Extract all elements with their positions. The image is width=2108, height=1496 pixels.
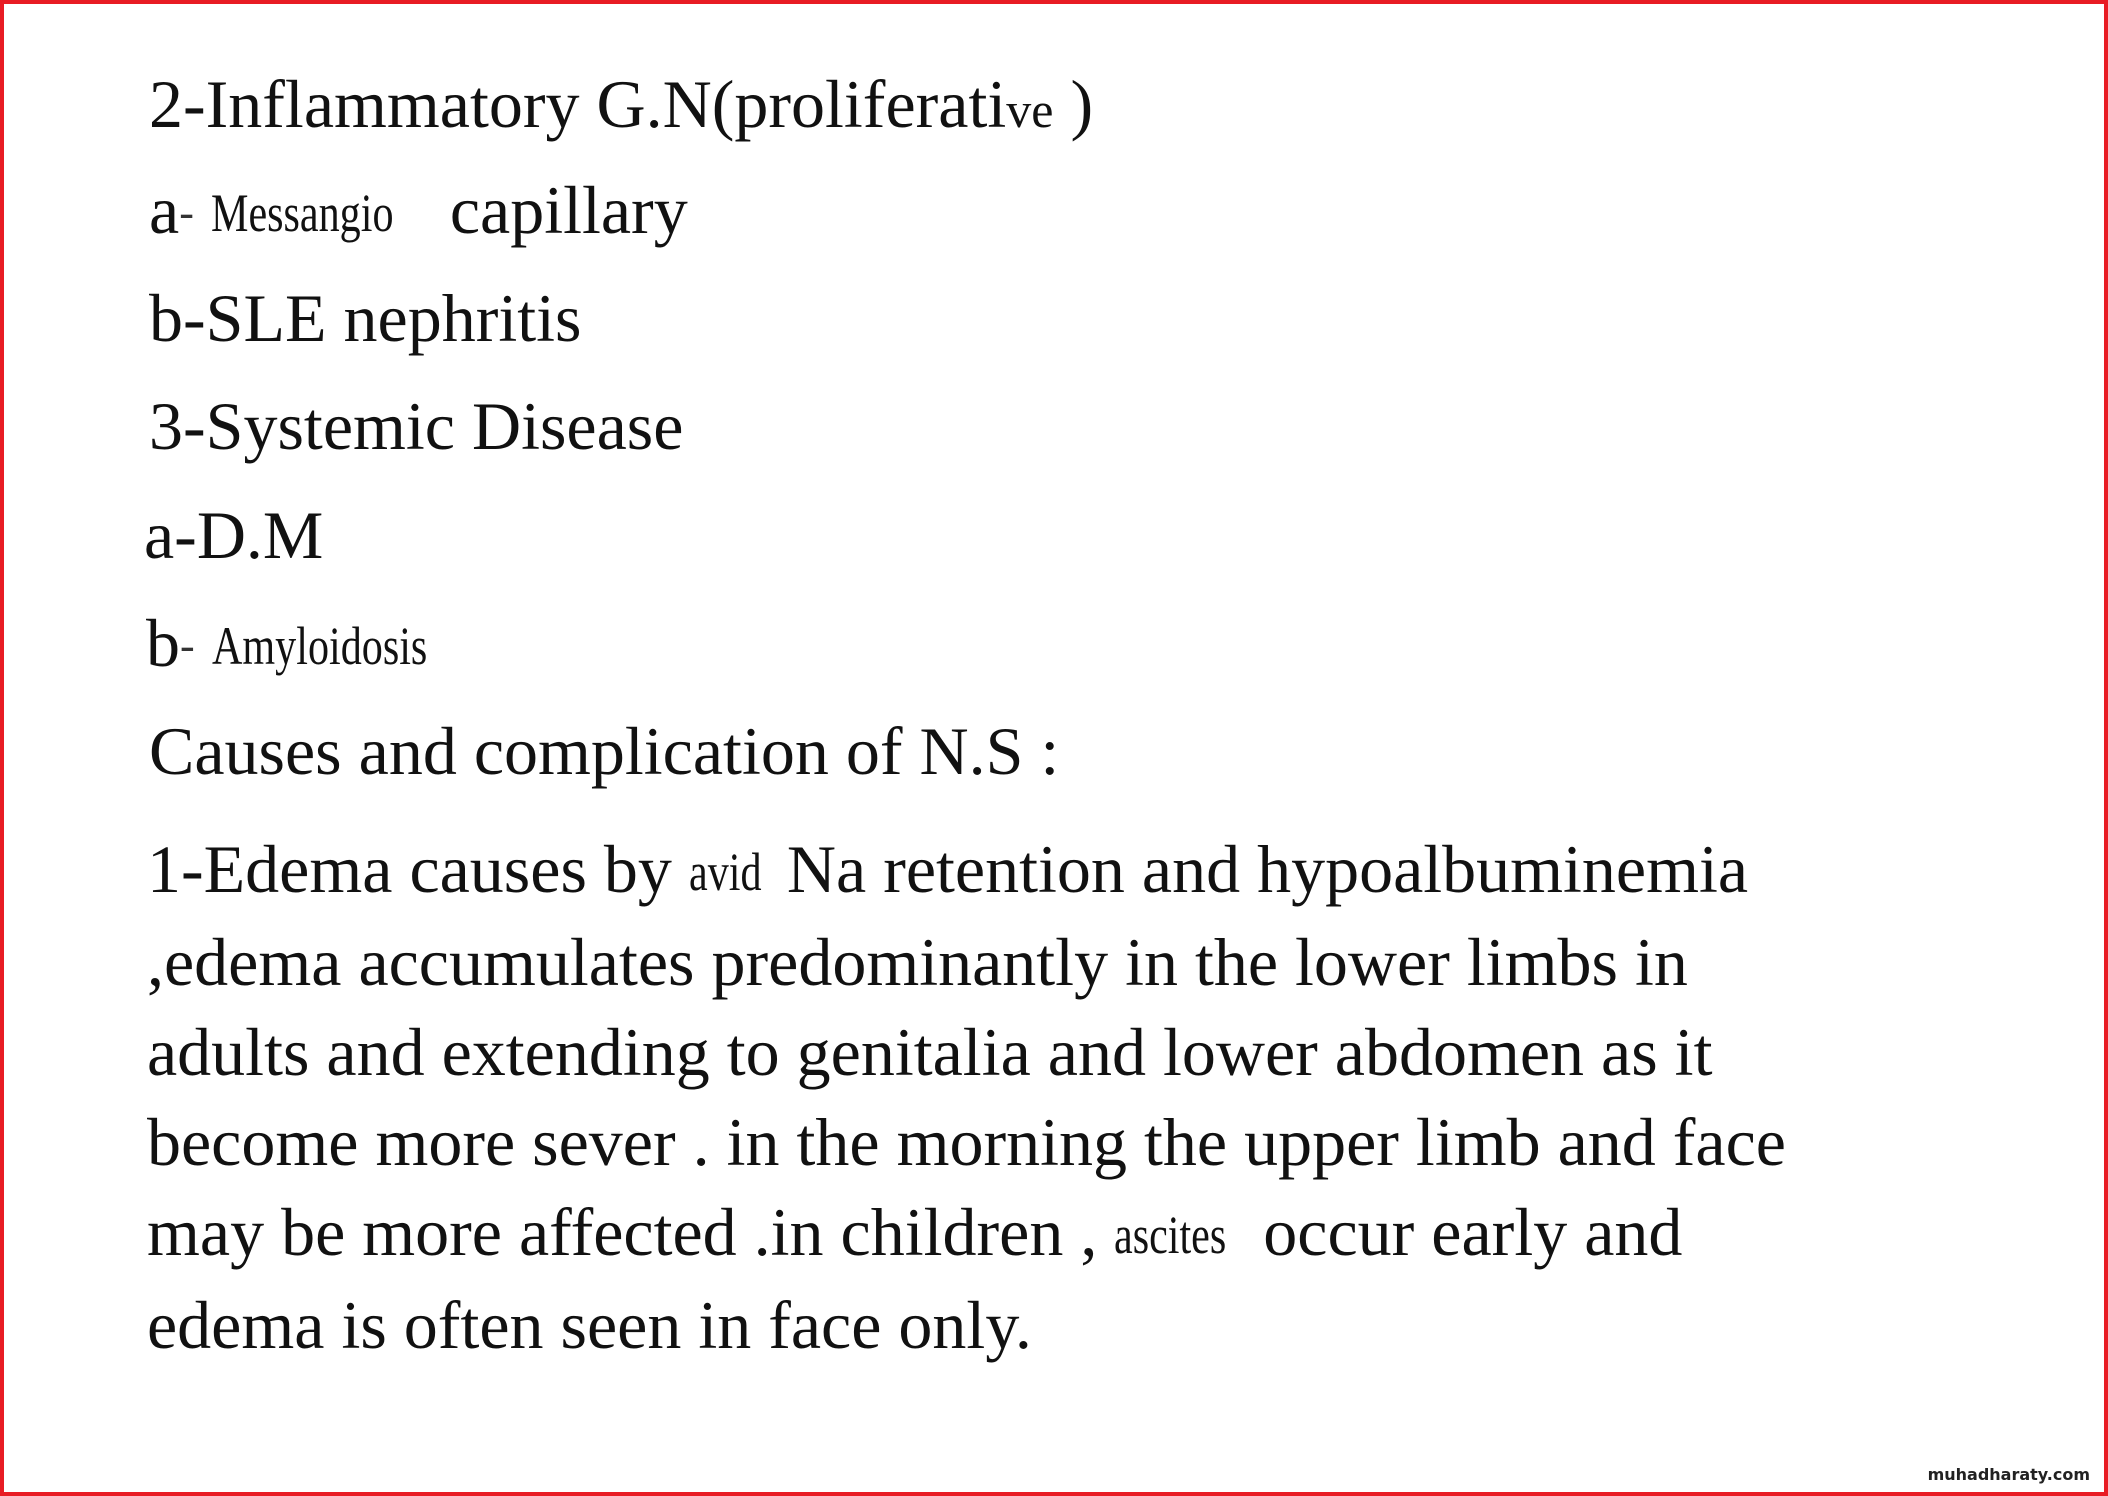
paragraph-row-5-ascites: ascites — [1114, 1205, 1227, 1265]
item-messangio-rest: capillary — [432, 172, 688, 248]
item-messangio-word: Messangio — [210, 183, 394, 243]
heading-causes-complication: Causes and complication of N.S : — [149, 713, 1060, 789]
item-amyloidosis-word: Amyloidosis — [211, 616, 427, 676]
watermark: muhadharaty.com — [1924, 1463, 2094, 1486]
heading-inflammatory-gn — [149, 66, 1094, 142]
item-messangio-letter: a — [149, 172, 180, 248]
heading-inflammatory-gn-close: ) — [1053, 66, 1094, 142]
heading-systemic-disease: 3-Systemic Disease — [149, 388, 684, 464]
item-messangio-capillary — [149, 172, 688, 248]
edema-paragraph — [147, 824, 2047, 1370]
paragraph-row-1-avid: avid — [688, 842, 762, 902]
paragraph-row-2: ,edema accumulates predominantly in the lower limbs in — [147, 924, 1688, 1000]
paragraph-row-5-end: occur early and — [1246, 1194, 1683, 1270]
paragraph-row-1-start: 1-Edema causes by — [147, 831, 689, 907]
heading-inflammatory-gn-text: 2-Inflammatory G.N(proliferati — [149, 66, 1007, 142]
paragraph-row-5-start: may be more affected .in children , — [147, 1194, 1115, 1270]
paragraph-row-5 — [147, 1187, 2047, 1280]
paragraph-row-4: become more sever . in the morning the upper limb and face — [147, 1104, 1786, 1180]
item-amyloidosis-dash: - — [180, 621, 195, 670]
item-amyloidosis — [146, 605, 476, 681]
paragraph-row-1 — [147, 824, 2047, 917]
paragraph-row-3: adults and extending to genitalia and lower abdomen as it — [147, 1014, 1713, 1090]
item-messangio-dash: - — [179, 188, 194, 237]
item-dm: a-D.M — [144, 497, 324, 573]
heading-inflammatory-gn-suffix: ve — [1006, 82, 1054, 138]
paragraph-row-1-end: Na retention and hypoalbuminemia — [769, 831, 1749, 907]
item-sle-nephritis: b-SLE nephritis — [149, 280, 582, 356]
paragraph-row-6: edema is often seen in face only. — [147, 1287, 1032, 1363]
item-amyloidosis-letter: b — [146, 605, 180, 681]
